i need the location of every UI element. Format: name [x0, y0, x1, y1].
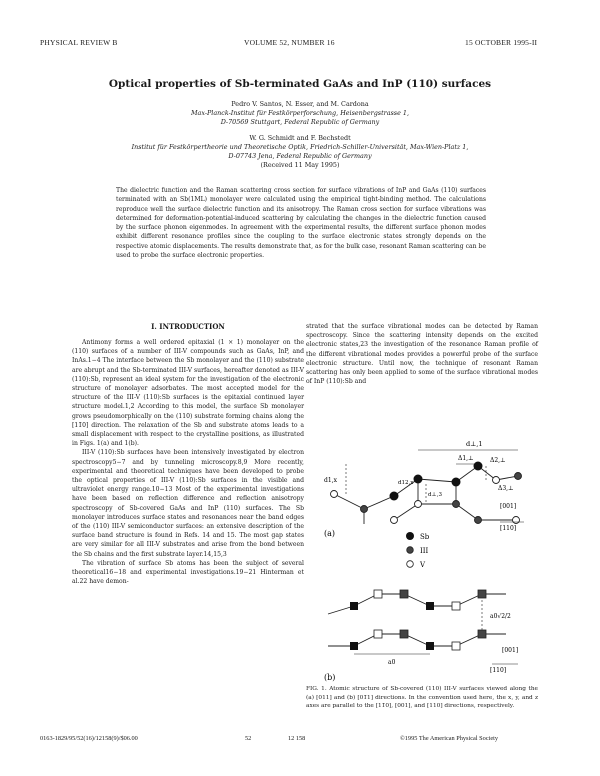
legend-sb-marker [406, 532, 414, 540]
atom-iii [453, 501, 460, 508]
figure-1 [306, 384, 538, 684]
label-a0sqrt: a0√2/2 [490, 613, 511, 620]
atom-sb [474, 462, 483, 471]
atom-iii [400, 590, 408, 598]
left-column [72, 338, 304, 586]
authors-group-2: W. G. Schmidt and F. Bechstedt [249, 134, 351, 142]
label-a0: a0 [388, 659, 396, 666]
footer-code: 0163-1829/95/52(16)/12158(9)/$06.00 [40, 735, 138, 742]
affiliation-1b: D-70569 Stuttgart, Federal Republic of Germany [220, 118, 380, 126]
figure-caption: FIG. 1. Atomic structure of Sb-covered (110) III-V surfaces viewed along the (a) [011] and (b) [01̄1] directions. In the convention used here, the x, y, and z axes are parallel to the [11̄0], [001], and [110] directions, respectively. [306, 686, 538, 710]
panel-b-label: (b) [324, 673, 336, 682]
legend-iii-marker [407, 547, 414, 554]
right-column [306, 322, 538, 386]
panel-a-label: (a) [324, 529, 336, 538]
atom-sb [426, 602, 434, 610]
atom-sb [452, 478, 461, 487]
atom-sb [390, 492, 399, 501]
atom-sb [414, 475, 423, 484]
atom-v [452, 602, 460, 610]
label-delta1: Δ1,⊥ [458, 455, 474, 462]
intro-paragraph-3: The vibration of surface Sb atoms has been the subject of several theoretical16−18 and experimental investigations.19−21 Hinterman et al.22 have demon- [72, 559, 304, 586]
label-d12x: d12,x [398, 480, 414, 486]
atom-iii [515, 473, 522, 480]
legend-v: V [420, 561, 426, 569]
atom-v [513, 517, 520, 524]
page-number: 12 158 [288, 735, 306, 742]
atom-iii [400, 630, 408, 638]
atom-v [415, 501, 422, 508]
atom-iii [478, 630, 486, 638]
panel-a-structure [334, 466, 518, 524]
atom-sb [350, 642, 358, 650]
label-110-b: [110] [490, 667, 507, 674]
legend-sb: Sb [420, 533, 430, 541]
atom-v [374, 590, 382, 598]
label-d1x: d1,x [324, 477, 337, 484]
footer-volume: 52 [245, 735, 252, 742]
volume-number: VOLUME 52, NUMBER 16 [244, 38, 335, 47]
authors-group-1: Pedro V. Santos, N. Esser, and M. Cardona [231, 100, 369, 108]
copyright: ©1995 The American Physical Society [400, 735, 499, 742]
atom-sb [426, 642, 434, 650]
atom-v [493, 477, 500, 484]
affiliation-1a: Max-Planck-Institut für Festkörperforschung, Heisenbergstrasse 1, [191, 109, 409, 117]
label-001-a: [001] [500, 503, 517, 510]
label-001-b: [001] [502, 647, 519, 654]
legend-iii: III [420, 547, 429, 555]
atom-v [331, 491, 338, 498]
atom-v [452, 642, 460, 650]
atom-iii [478, 590, 486, 598]
label-110-a: [110] [500, 525, 517, 532]
label-d21: d⊥,1 [466, 440, 483, 448]
received-date: (Received 11 May 1995) [260, 161, 340, 169]
intro-paragraph-1: Antimony forms a well ordered epitaxial (1 × 1) monolayer on the (110) surfaces of a number of III-V compounds such as GaAs, InP, and InAs.1−4 The interface between the Sb monolayer and the (110) substrate are abrupt and the Sb-terminated III-V surfaces, hereafter denoted as III-V (110):Sb, represent an ideal system for the investigation of the electronic structure of monolayer adsorbates. The most accepted model for the structure of the III-V (110):Sb surfaces is the epitaxial continued layer structure model.1,2 According to this model, the surface Sb monolayer grows pseudomorphically on the (110) substrate forming chains along the [11̄0] direction. The relaxation of the Sb and substrate atoms leads to a small displacement with respect to the crystalline positions, as illustrated in Figs. 1(a) and 1(b). [72, 339, 304, 448]
atom-iii [361, 506, 368, 513]
affiliation-2b: D-07743 Jena, Federal Republic of Germany [228, 152, 372, 160]
label-dperp: d⊥,3 [428, 492, 442, 498]
paper-title: Optical properties of Sb-terminated GaAs and InP (110) surfaces [108, 78, 492, 90]
atom-iii [475, 517, 482, 524]
affiliation-2a: Institut für Festkörpertheorie und Theoretische Optik, Friedrich-Schiller-Universität, Max-Wien-Platz 1, [131, 143, 469, 151]
intro-paragraph-2: III-V (110):Sb surfaces have been intensively investigated by electron spectroscopy5−7 and by tunneling microscopy.8,9 More recently, experimental and theoretical techniques have been developed to probe the optical properties of III-V (110):Sb surfaces in the visible and ultraviolet energy range.10−13 Most of the experimental investigations have been based on reflection difference and reflection anisotropy spectroscopy of Sb-covered GaAs and InP (110) surfaces. The Sb monolayer introduces surface states and resonances near the band edges of the (110) III-V semiconductor surfaces: an extensive description of the surface band structure is found in Refs. 14 and 15. The most gap states are very similar for all III-V substrates and arise from the bond between the Sb chains and the first substrate layer.14,15,3 [72, 449, 304, 558]
label-delta3: Δ3,⊥ [498, 485, 514, 492]
atom-v [374, 630, 382, 638]
journal-name: PHYSICAL REVIEW B [40, 38, 118, 47]
atom-sb [350, 602, 358, 610]
label-delta2: Δ2,⊥ [490, 457, 506, 464]
legend-v-marker [407, 561, 414, 568]
abstract: The dielectric function and the Raman scattering cross section for surface vibrations of InP and GaAs (110) surfaces terminated with an Sb(1ML) monolayer were calculated using the empirical tight-binding method. The calculations reproduce well the surface dielectric function and its anisotropy. The Raman cross section for surface vibrations was determined for deformation-potential-induced scattering by calculating the changes in the dielectric function caused by the surface phonon eigenmodes. In agreement with the experimental results, the different surface phonon modes exhibit different resonance profiles since the coupling to the surface electronic states strongly depends on the respective atomic displacements. The results demonstrate that, as for the bulk case, resonant Raman scattering can be used to probe the surface electronic properties. [116, 187, 486, 260]
panel-b-dims [354, 596, 482, 654]
intro-paragraph-continued: strated that the surface vibrational modes can be detected by Raman spectroscopy. Since the scattering intensity depends on the excited electronic states,23 the investigation of the resonance Raman profile of the different vibrational modes provides a powerful probe of the surface electronic structure. Until now, the technique of resonant Raman scattering has only been applied to some of the surface vibrational modes of InP (110):Sb and [306, 323, 538, 386]
section-heading: I. INTRODUCTION [151, 322, 225, 331]
atom-v [391, 517, 398, 524]
issue-date: 15 OCTOBER 1995-II [465, 38, 538, 47]
